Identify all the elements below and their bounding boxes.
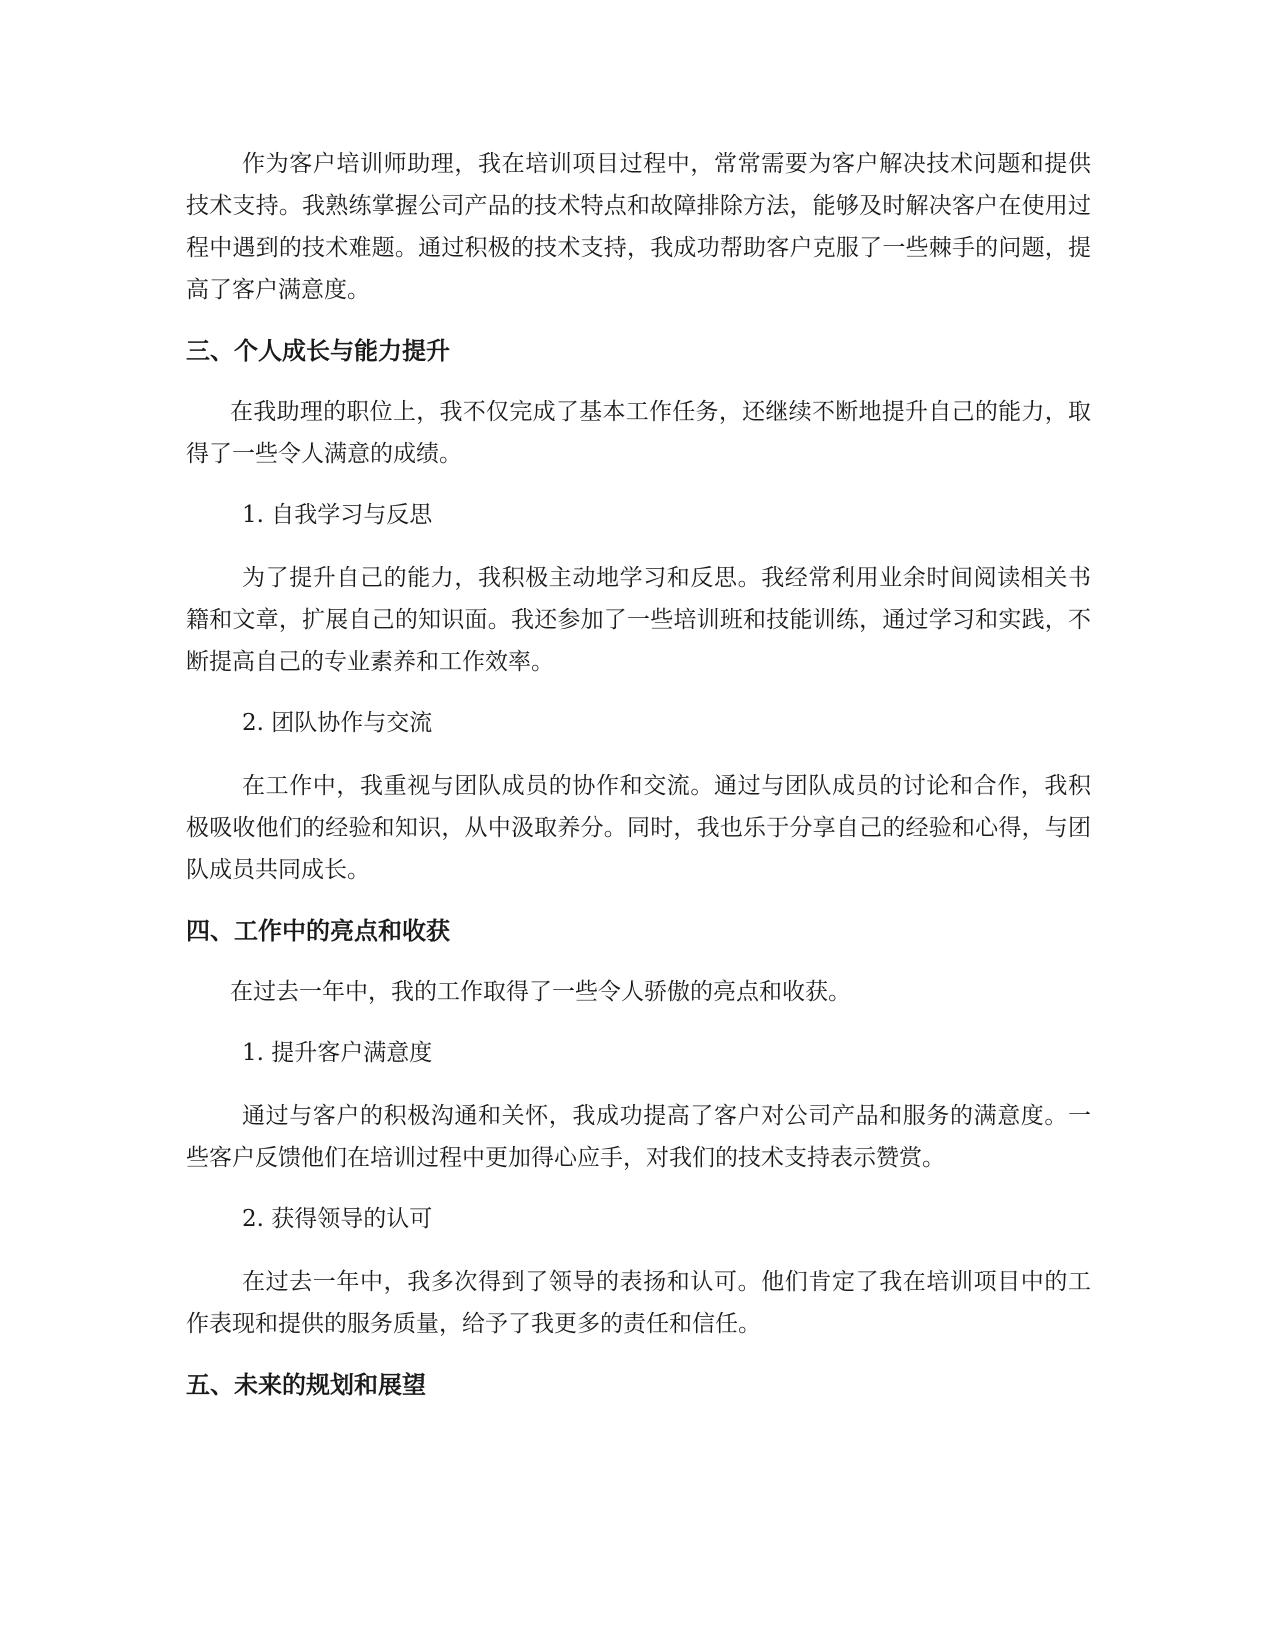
paragraph-customer-satisfaction: 通过与客户的积极沟通和关怀，我成功提高了客户对公司产品和服务的满意度。一些客户反馈他们在培训过程中更加得心应手，对我们的技术支持表示赞赏。 [186,1103,1091,1171]
subheading-teamwork: 2. 团队协作与交流 [242,710,433,736]
paragraph-tech-support: 作为客户培训师助理，我在培训项目过程中，常常需要为客户解决技术问题和提供技术支持。我熟练掌握公司产品的技术特点和故障排除方法，能够及时解决客户在使用过程中遇到的技术难题。通过积极的技术支持，我成功帮助客户克服了一些棘手的问题，提高了客户满意度。 [186,151,1091,303]
subheading-leadership-recognition: 2. 获得领导的认可 [242,1206,433,1232]
paragraph-self-learning: 为了提升自己的能力，我积极主动地学习和反思。我经常利用业余时间阅读相关书籍和文章，扩展自己的知识面。我还参加了一些培训班和技能训练，通过学习和实践，不断提高自己的专业素养和工作效率。 [186,565,1091,675]
subheading-self-learning: 1. 自我学习与反思 [242,502,433,528]
section-heading-highlights: 四、工作中的亮点和收获 [186,917,450,945]
paragraph-teamwork: 在工作中，我重视与团队成员的协作和交流。通过与团队成员的讨论和合作，我积极吸收他们的经验和知识，从中汲取养分。同时，我也乐于分享自己的经验和心得，与团队成员共同成长。 [186,773,1091,883]
document-body [186,143,1091,1403]
section-heading-growth: 三、个人成长与能力提升 [186,337,450,365]
section-heading-future: 五、未来的规划和展望 [186,1371,426,1399]
subheading-customer-satisfaction: 1. 提升客户满意度 [242,1040,433,1066]
paragraph-growth-intro: 在我助理的职位上，我不仅完成了基本工作任务，还继续不断地提升自己的能力，取得了一些令人满意的成绩。 [186,399,1091,467]
paragraph-leadership-recognition: 在过去一年中，我多次得到了领导的表扬和认可。他们肯定了我在培训项目中的工作表现和提供的服务质量，给予了我更多的责任和信任。 [186,1269,1091,1337]
paragraph-highlights-intro: 在过去一年中，我的工作取得了一些令人骄傲的亮点和收获。 [230,979,851,1005]
